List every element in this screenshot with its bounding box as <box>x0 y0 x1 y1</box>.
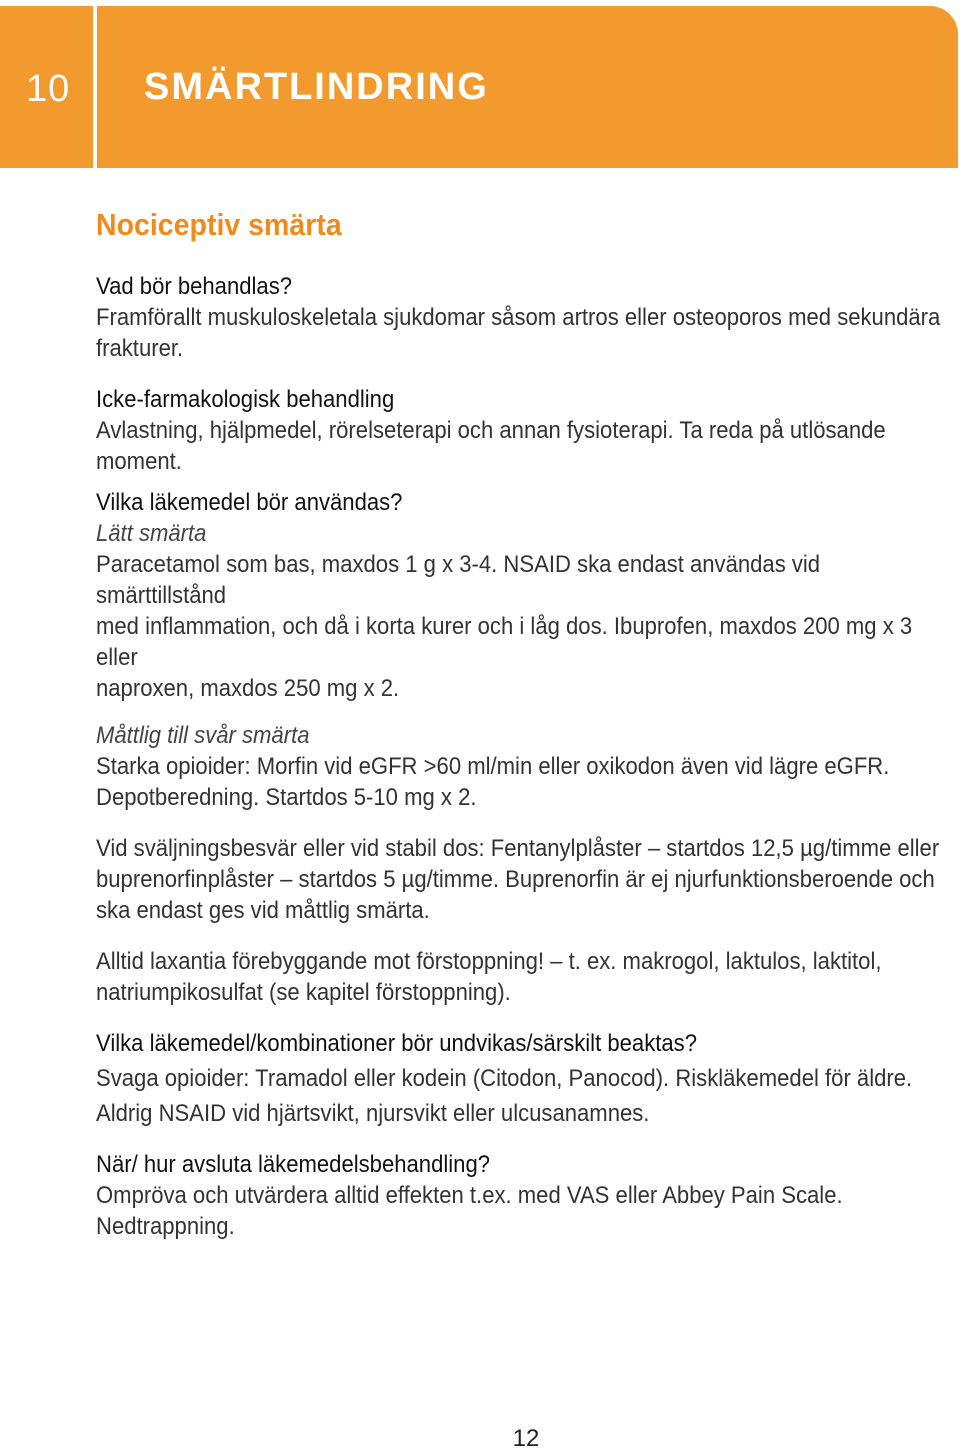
swallowing-line-1: Vid sväljningsbesvär eller vid stabil dos: Fentanylplåster – startdos 12,5 µg/timme eller <box>96 835 940 862</box>
drugs-heading: Vilka läkemedel bör användas? <box>96 489 403 516</box>
moderate-pain-line-2: Depotberedning. Startdos 5-10 mg x 2. <box>96 784 477 811</box>
chapter-title: SMÄRTLINDRING <box>144 66 489 108</box>
moderate-pain-subheading: Måttlig till svår smärta <box>96 722 310 749</box>
avoid-heading: Vilka läkemedel/kombinationer bör undvikas/särskilt beaktas? <box>96 1030 697 1057</box>
chapter-title-box <box>97 6 958 168</box>
non-pharma-text: Avlastning, hjälpmedel, rörelseterapi och annan fysioterapi. Ta reda på utlösande moment. <box>96 417 886 475</box>
mild-pain-line-2: med inflammation, och då i korta kurer och i låg dos. Ibuprofen, maxdos 200 mg x 3 eller <box>96 613 913 671</box>
chapter-number-box <box>0 6 93 168</box>
mild-pain-line-3: naproxen, maxdos 250 mg x 2. <box>96 675 400 702</box>
laxative-line-2: natriumpikosulfat (se kapitel förstoppning). <box>96 979 511 1006</box>
chapter-number: 10 <box>26 68 71 110</box>
stop-treatment-heading: När/ hur avsluta läkemedelsbehandling? <box>96 1151 491 1178</box>
stop-treatment-line-2: Nedtrappning. <box>96 1213 235 1240</box>
swallowing-line-3: ska endast ges vid måttlig smärta. <box>96 897 430 924</box>
moderate-pain-line-1: Starka opioider: Morfin vid eGFR >60 ml/min eller oxikodon även vid lägre eGFR. <box>96 753 890 780</box>
section-title: Nociceptiv smärta <box>96 207 342 242</box>
mild-pain-subheading: Lätt smärta <box>96 520 207 547</box>
avoid-line-1: Svaga opioider: Tramadol eller kodein (Citodon, Panocod). Riskläkemedel för äldre. <box>96 1065 913 1092</box>
page-number: 12 <box>512 1425 540 1452</box>
main-content <box>96 205 941 1242</box>
avoid-line-2: Aldrig NSAID vid hjärtsvikt, njursvikt eller ulcusanamnes. <box>96 1100 650 1127</box>
what-to-treat-heading: Vad bör behandlas? <box>96 273 293 300</box>
stop-treatment-line-1: Ompröva och utvärdera alltid effekten t.ex. med VAS eller Abbey Pain Scale. <box>96 1182 843 1209</box>
what-to-treat-line-1: Framförallt muskuloskeletala sjukdomar såsom artros eller osteoporos med sekundära <box>96 304 941 331</box>
non-pharma-heading: Icke-farmakologisk behandling <box>96 386 395 413</box>
mild-pain-line-1: Paracetamol som bas, maxdos 1 g x 3-4. NSAID ska endast användas vid smärttillstånd <box>96 551 821 609</box>
what-to-treat-line-2: frakturer. <box>96 335 184 362</box>
swallowing-line-2: buprenorfinplåster – startdos 5 µg/timme. Buprenorfin är ej njurfunktionsberoende och <box>96 866 935 893</box>
laxative-line-1: Alltid laxantia förebyggande mot förstoppning! – t. ex. makrogol, laktulos, laktitol, <box>96 948 882 975</box>
chapter-header <box>0 6 958 168</box>
